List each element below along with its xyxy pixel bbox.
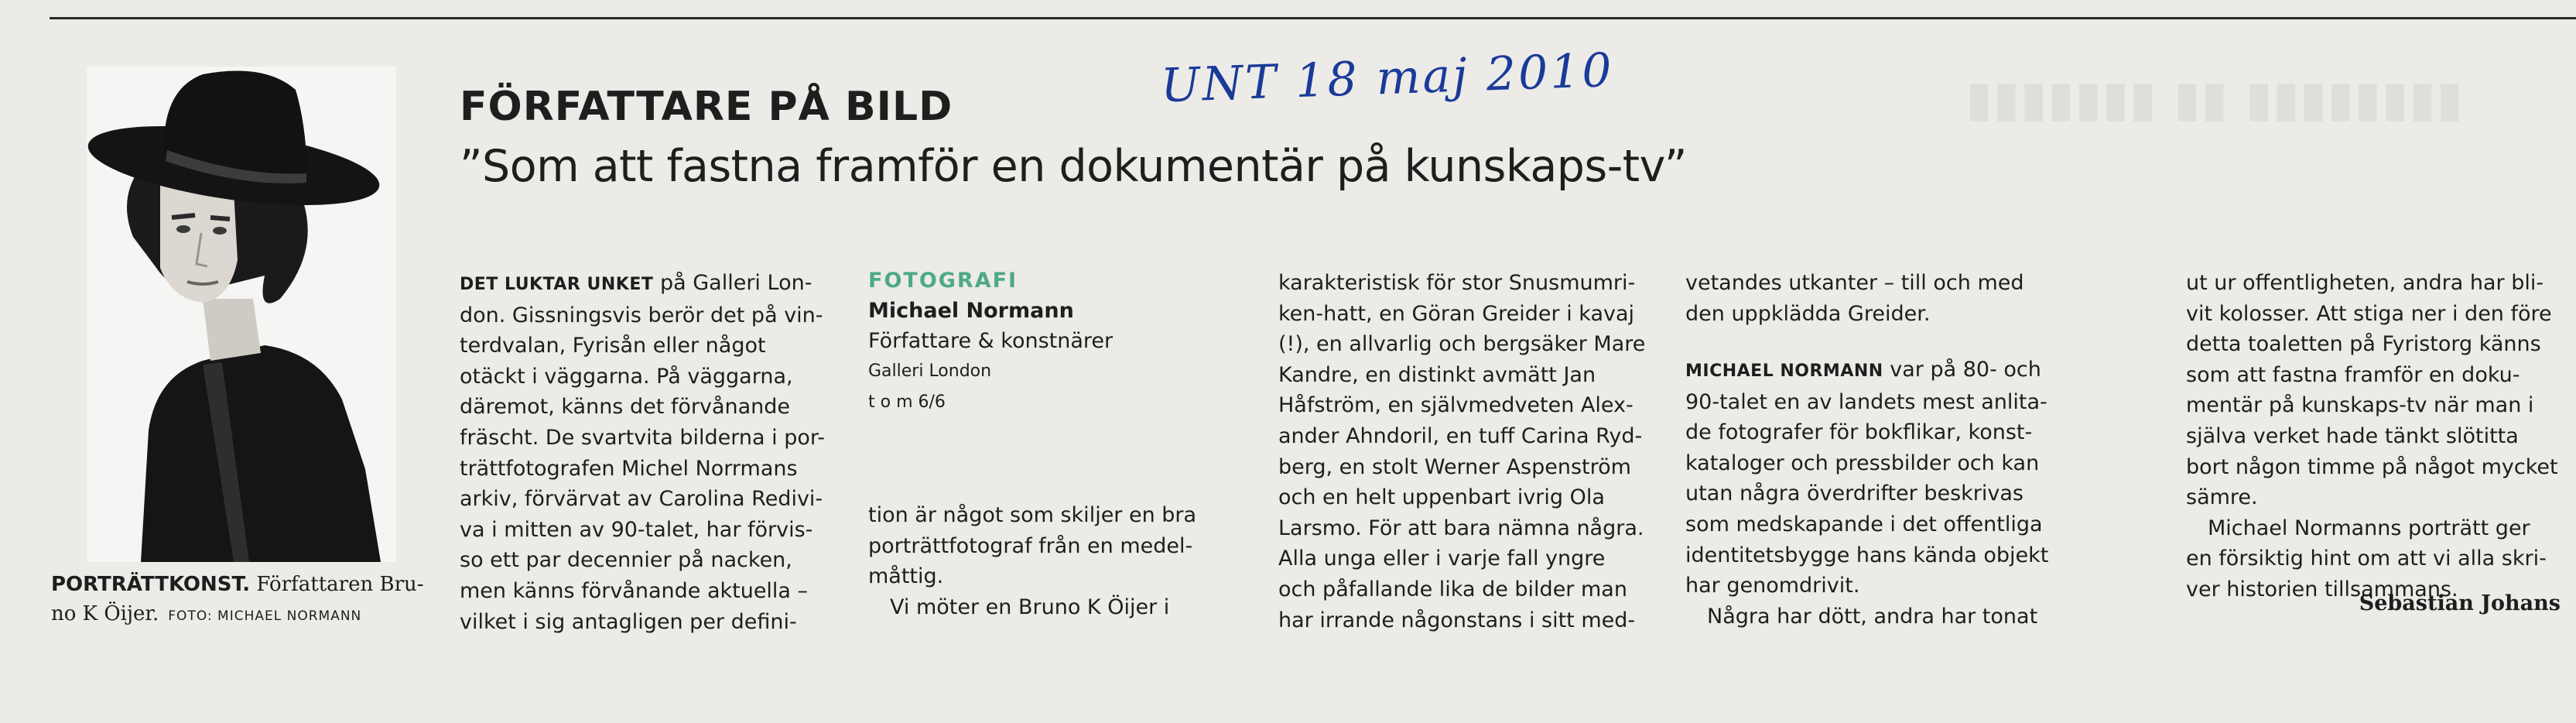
- column-line: Håfström, en självmedveten Alex-: [1278, 393, 1634, 418]
- caption-text-2: no K Öijer.: [51, 602, 159, 625]
- column-line: har irrande någonstans i sitt med-: [1278, 608, 1636, 632]
- column-4-continued: [1685, 355, 2048, 632]
- column-line: den uppklädda Greider.: [1685, 301, 1931, 326]
- bleed-through-text: ▮▮▮▮▮▮▮ ▮▮ ▮▮▮▮▮▮▮▮: [1965, 70, 2464, 128]
- column-line: [460, 268, 825, 300]
- headline: ”Som att fastna framför en dokumentär på kunskaps-tv”: [460, 141, 1687, 192]
- factbox-venue: Galleri London: [868, 362, 992, 381]
- portrait-illustration: [87, 67, 396, 562]
- column-5: [2186, 268, 2558, 605]
- column-line: (!), en allvarlig och bergsäker Mare: [1278, 332, 1646, 357]
- column-line: karakteristisk för stor Snusmumri-: [1278, 271, 1636, 295]
- column-line: tion är något som skiljer en bra: [868, 503, 1197, 527]
- column-line: Vi möter en Bruno K Öijer i: [890, 595, 1170, 619]
- handwritten-note: UNT 18 maj 2010: [1159, 43, 1615, 114]
- column-line: som medskapande i det offentliga: [1685, 512, 2043, 536]
- column-line: måttig.: [868, 564, 944, 589]
- column-4: [1685, 268, 2024, 329]
- column-line: vilket i sig antagligen per defini-: [460, 609, 797, 634]
- lead-rest: på Galleri Lon-: [653, 271, 812, 295]
- column-line: ut ur offentligheten, andra har bli-: [2186, 271, 2544, 295]
- photo-caption: [51, 570, 438, 631]
- column-line: identitetsbygge hans kända objekt: [1685, 543, 2049, 567]
- column-line: vetandes utkanter – till och med: [1685, 271, 2024, 295]
- column-line: de fotografer för bokflikar, konst-: [1685, 420, 2033, 445]
- column-line: däremot, känns det förvånande: [460, 395, 791, 420]
- column-line: ver historien tillsammans.: [2186, 577, 2458, 601]
- column-line: själva verket hade tänkt slötitta: [2186, 423, 2519, 448]
- column-line: har genomdrivit.: [1685, 574, 1860, 598]
- column-line: men känns förvånande aktuella –: [460, 578, 809, 603]
- column-2: [868, 500, 1196, 622]
- column-line: bort någon timme på något mycket: [2186, 454, 2558, 479]
- author-portrait: [87, 67, 396, 562]
- column-line: va i mitten av 90-talet, har förvis-: [460, 517, 813, 542]
- author-signature: Sebastian Johans: [2359, 591, 2561, 615]
- column-line: [1685, 355, 2048, 387]
- photo-credit: FOTO: MICHAEL NORMANN: [168, 608, 362, 624]
- section-kicker: FÖRFATTARE PÅ BILD: [460, 84, 953, 130]
- caption-text-1: Författaren Bru-: [250, 573, 424, 596]
- column-line: don. Gissningsvis berör det på vin-: [460, 303, 823, 327]
- lead-in: DET LUKTAR UNKET: [460, 275, 654, 294]
- column-line: Larsmo. För att bara nämna några.: [1278, 516, 1644, 540]
- column-line: Kandre, en distinkt avmätt Jan: [1278, 362, 1596, 387]
- column-line: och en helt uppenbart ivrig Ola: [1278, 485, 1605, 510]
- factbox-category: FOTOGRAFI: [868, 269, 1018, 293]
- column-line: Några har dött, andra har tonat: [1707, 604, 2038, 629]
- column-line: ken-hatt, en Göran Greider i kavaj: [1278, 301, 1635, 326]
- column-line: ander Ahndoril, en tuff Carina Ryd-: [1278, 423, 1643, 448]
- factbox-dates: t o m 6/6: [868, 392, 946, 412]
- column-line: 90-talet en av landets mest anlita-: [1685, 389, 2047, 414]
- top-rule: [50, 17, 2576, 19]
- column-line: en försiktig hint om att vi alla skri-: [2186, 547, 2547, 571]
- column-line: som att fastna framför en doku-: [2186, 362, 2520, 387]
- column-line: kataloger och pressbilder och kan: [1685, 451, 2040, 475]
- column-line: terdvalan, Fyrisån eller något: [460, 334, 766, 358]
- factbox-title: Författare & konstnärer: [868, 329, 1114, 353]
- caption-kicker: PORTRÄTTKONST.: [51, 573, 251, 596]
- column-line: otäckt i väggarna. På väggarna,: [460, 364, 793, 389]
- column-line: Michael Normanns porträtt ger: [2208, 516, 2530, 540]
- factbox-artist: Michael Normann: [868, 299, 1074, 323]
- column-line: vit kolosser. Att stiga ner i den före: [2186, 301, 2552, 326]
- lead-rest: var på 80- och: [1883, 358, 2041, 382]
- column-3: [1278, 268, 1645, 636]
- column-line: trättfotografen Michel Norrmans: [460, 456, 798, 481]
- column-line: arkiv, förvärvat av Carolina Redivi-: [460, 487, 823, 512]
- column-line: och påfallande lika de bilder man: [1278, 577, 1627, 601]
- column-line: mentär på kunskaps-tv när man i: [2186, 393, 2534, 418]
- column-line: fräscht. De svartvita bilderna i por-: [460, 425, 825, 450]
- column-line: utan några överdrifter beskrivas: [1685, 481, 2024, 506]
- column-1: [460, 268, 825, 637]
- column-line: Alla unga eller i varje fall yngre: [1278, 547, 1606, 571]
- column-line: berg, en stolt Werner Aspenström: [1278, 454, 1631, 479]
- column-line: detta toaletten på Fyristorg känns: [2186, 332, 2541, 357]
- column-line: sämre.: [2186, 485, 2258, 510]
- factbox: [868, 266, 1113, 418]
- lead-in: MICHAEL NORMANN: [1685, 362, 1883, 381]
- column-line: so ett par decennier på nacken,: [460, 548, 792, 573]
- column-line: porträttfotograf från en medel-: [868, 533, 1193, 558]
